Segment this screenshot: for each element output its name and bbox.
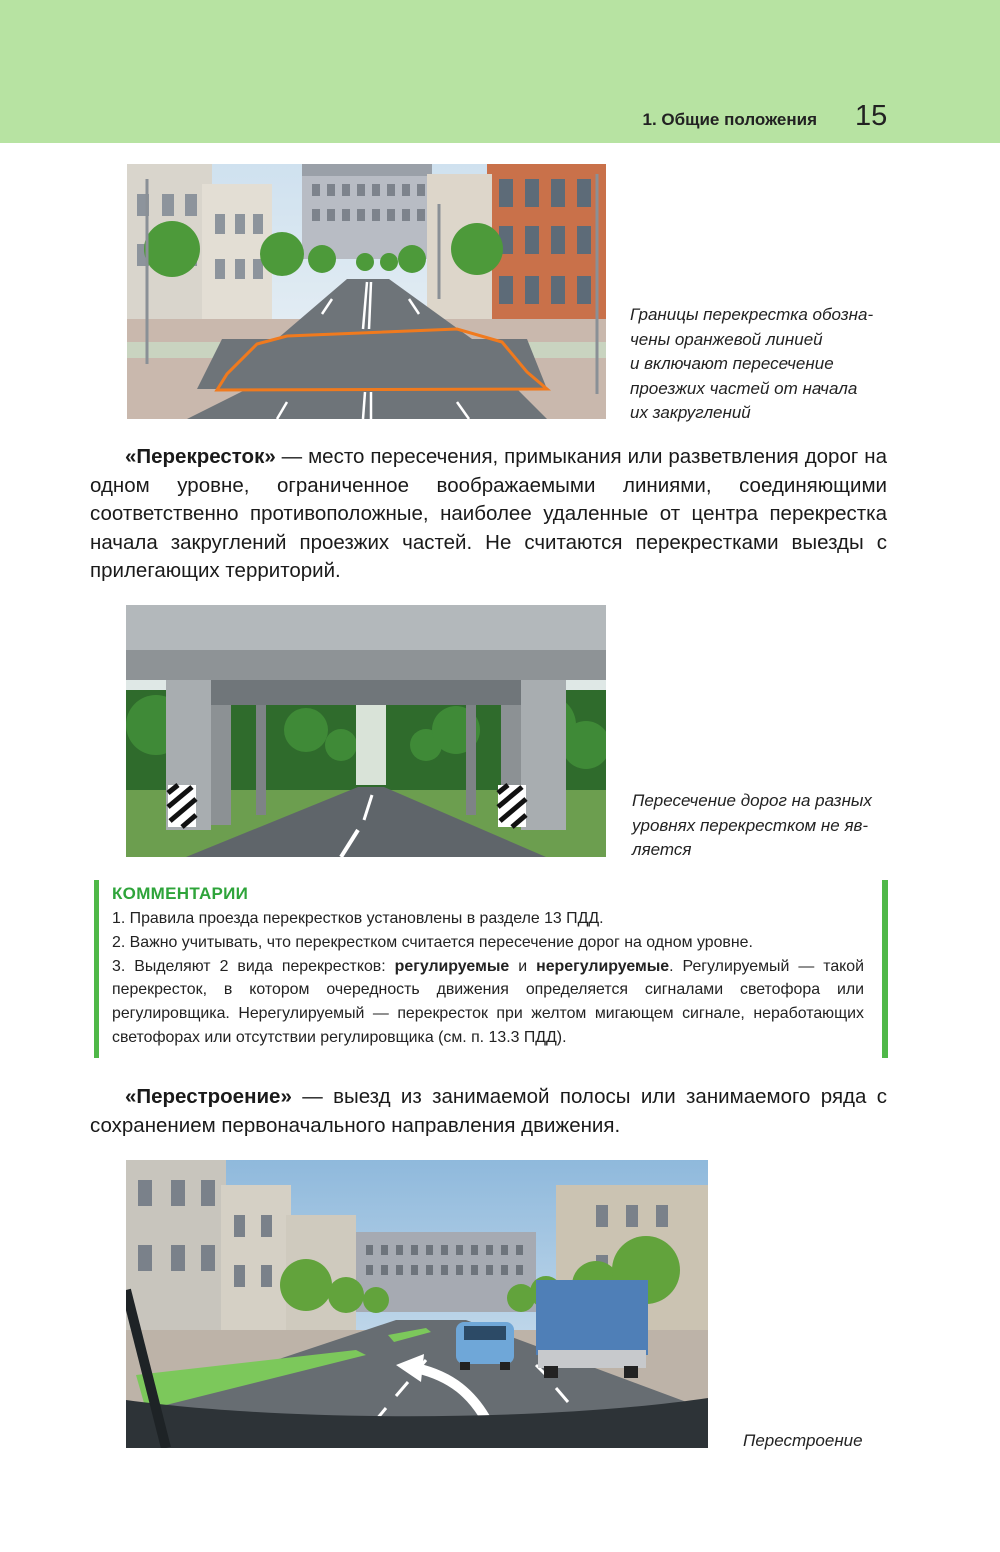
page-number: 15 bbox=[855, 100, 888, 132]
comments-box bbox=[94, 880, 888, 1058]
comments-left-accent-bar bbox=[94, 880, 99, 1058]
definition-lane-change-text: — выезд из занимаемой полосы или занимаемого ряда с сохранением первоначального направления движения. bbox=[90, 1085, 887, 1137]
definition-lane-change bbox=[90, 1083, 887, 1140]
definition-intersection bbox=[90, 443, 887, 586]
figure-caption-overpass: Пересечение дорог на разных уровнях перекрестком не яв- ляется bbox=[632, 791, 872, 859]
figure-caption-intersection: Границы перекрестка обозна- чены оранжевой линией и включают пересечение проезжих частей от начала их закруглений bbox=[630, 305, 874, 422]
page-header-band bbox=[0, 0, 1000, 143]
intersection-illustration bbox=[127, 164, 606, 419]
term-lane-change: «Перестроение» bbox=[125, 1085, 292, 1108]
comment-item-1: 1. Правила проезда перекрестков установлены в разделе 13 ПДД. bbox=[112, 910, 604, 927]
comment-item-2: 2. Важно учитывать, что перекрестком считается пересечение дорог на одном уровне. bbox=[112, 933, 753, 951]
figure-caption-lane-change: Перестроение bbox=[743, 1431, 863, 1450]
overpass-illustration bbox=[126, 605, 606, 857]
comments-title: КОММЕНТАРИИ bbox=[112, 884, 249, 903]
running-head-section-title: 1. Общие положения bbox=[642, 110, 817, 129]
comment-item-3: 3. Выделяют 2 вида перекрестков: регулируемые и нерегулируемые. Регулируемый — такой перекресток, в котором очередность движения определяется сигналами светофора или регулировщика. Нерегулируемый — перекресток при желтом мигающем сигнале, неработающих светофорах или отсутствии регулировщика (см. п. 13.3 ПДД). bbox=[112, 957, 864, 1046]
comments-right-accent-bar bbox=[882, 880, 888, 1058]
definition-intersection-text: — место пересечения, примыкания или разветвления дорог на одном уровне, ограниченное воображаемыми линиями, соединяющими соответственно противоположные, наиболее удаленные от центра перекрестка начала закруглений проезжих частей. Не считаются перекрестками выезды с прилегающих территорий. bbox=[90, 445, 887, 583]
comments-body bbox=[112, 907, 864, 1050]
term-intersection: «Перекресток» bbox=[125, 445, 276, 468]
lane-change-illustration bbox=[126, 1160, 708, 1448]
